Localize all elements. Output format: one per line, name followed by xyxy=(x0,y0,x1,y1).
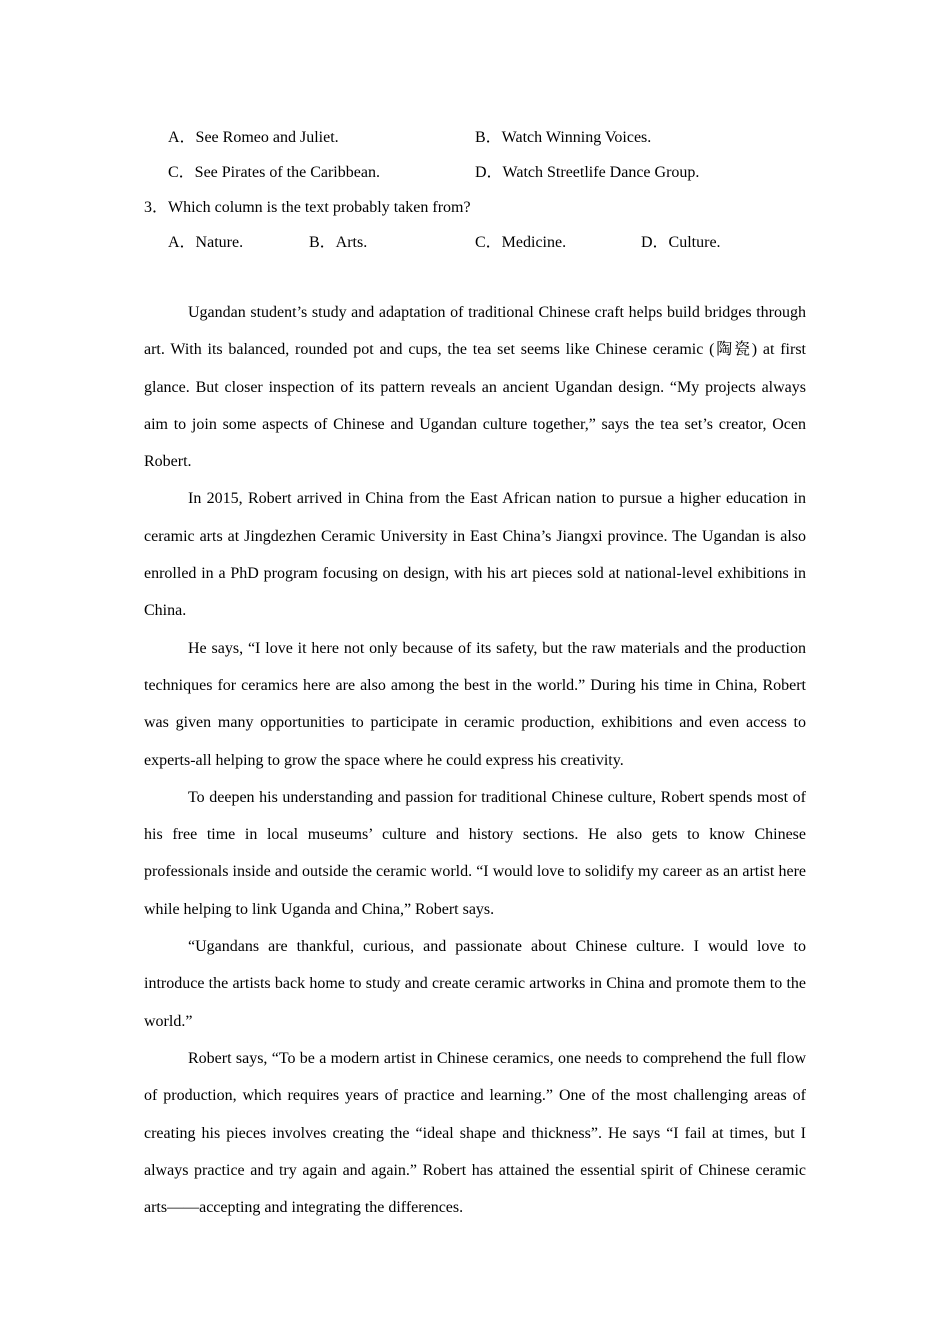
question2-options-row-1 xyxy=(144,120,806,155)
question3-option-b: B．Arts. xyxy=(309,234,368,251)
question2-option-a: A．See Romeo and Juliet. xyxy=(168,129,339,146)
question3-option-d: D．Culture. xyxy=(641,234,721,251)
question2-options-row-2 xyxy=(144,155,806,190)
question2-option-b: B．Watch Winning Voices. xyxy=(475,129,652,146)
question3-options-row xyxy=(144,225,806,260)
question2-option-d: D．Watch Streetlife Dance Group. xyxy=(475,164,700,181)
passage-paragraph: To deepen his understanding and passion for traditional Chinese culture, Robert spends most of his free time in local museums’ culture and history sections. He also gets to know Chinese professionals inside and outside the ceramic world. “I would love to solidify my career as an artist here while helping to link Uganda and China,” Robert says. xyxy=(144,788,806,918)
section-gap xyxy=(144,260,806,294)
passage-paragraph: Ugandan student’s study and adaptation of traditional Chinese craft helps build bridges through art. With its balanced, rounded pot and cups, the tea set seems like Chinese ceramic (陶瓷) at first glance. But closer inspection of its pattern reveals an ancient Ugandan design. “My projects always aim to join some aspects of Chinese and Ugandan culture together,” says the tea set’s creator, Ocen Robert. xyxy=(144,304,806,471)
passage-paragraph: In 2015, Robert arrived in China from the East African nation to pursue a higher education in ceramic arts at Jingdezhen Ceramic University in East China’s Jiangxi province. The Ugandan is also enrolled in a PhD program focusing on design, with his art pieces sold at national-level exhibitions in China. xyxy=(144,490,806,620)
reading-passage xyxy=(144,294,806,1226)
question3-option-c: C．Medicine. xyxy=(475,234,567,251)
question3-option-a: A．Nature. xyxy=(168,234,244,251)
passage-paragraph: He says, “I love it here not only because of its safety, but the raw materials and the production techniques for ceramics here are also among the best in the world.” During his time in China, Robert was given many opportunities to participate in ceramic production, exhibitions and even access to experts-all helping to grow the space where he could express his creativity. xyxy=(144,639,806,769)
question2-option-c: C．See Pirates of the Caribbean. xyxy=(168,164,380,181)
question3-stem: 3．Which column is the text probably taken from? xyxy=(144,199,471,216)
passage-paragraph: Robert says, “To be a modern artist in Chinese ceramics, one needs to comprehend the full flow of production, which requires years of practice and learning.” One of the most challenging areas of creating his pieces involves creating the “ideal shape and thickness”. He says “I fail at times, but I always practice and try again and again.” Robert has attained the essential spirit of Chinese ceramic arts——accepting and integrating the differences. xyxy=(144,1049,806,1217)
passage-paragraph: “Ugandans are thankful, curious, and passionate about Chinese culture. I would love to introduce the artists back home to study and create ceramic artworks in China and promote them to the world.” xyxy=(144,938,806,1030)
document-page xyxy=(144,120,806,1226)
